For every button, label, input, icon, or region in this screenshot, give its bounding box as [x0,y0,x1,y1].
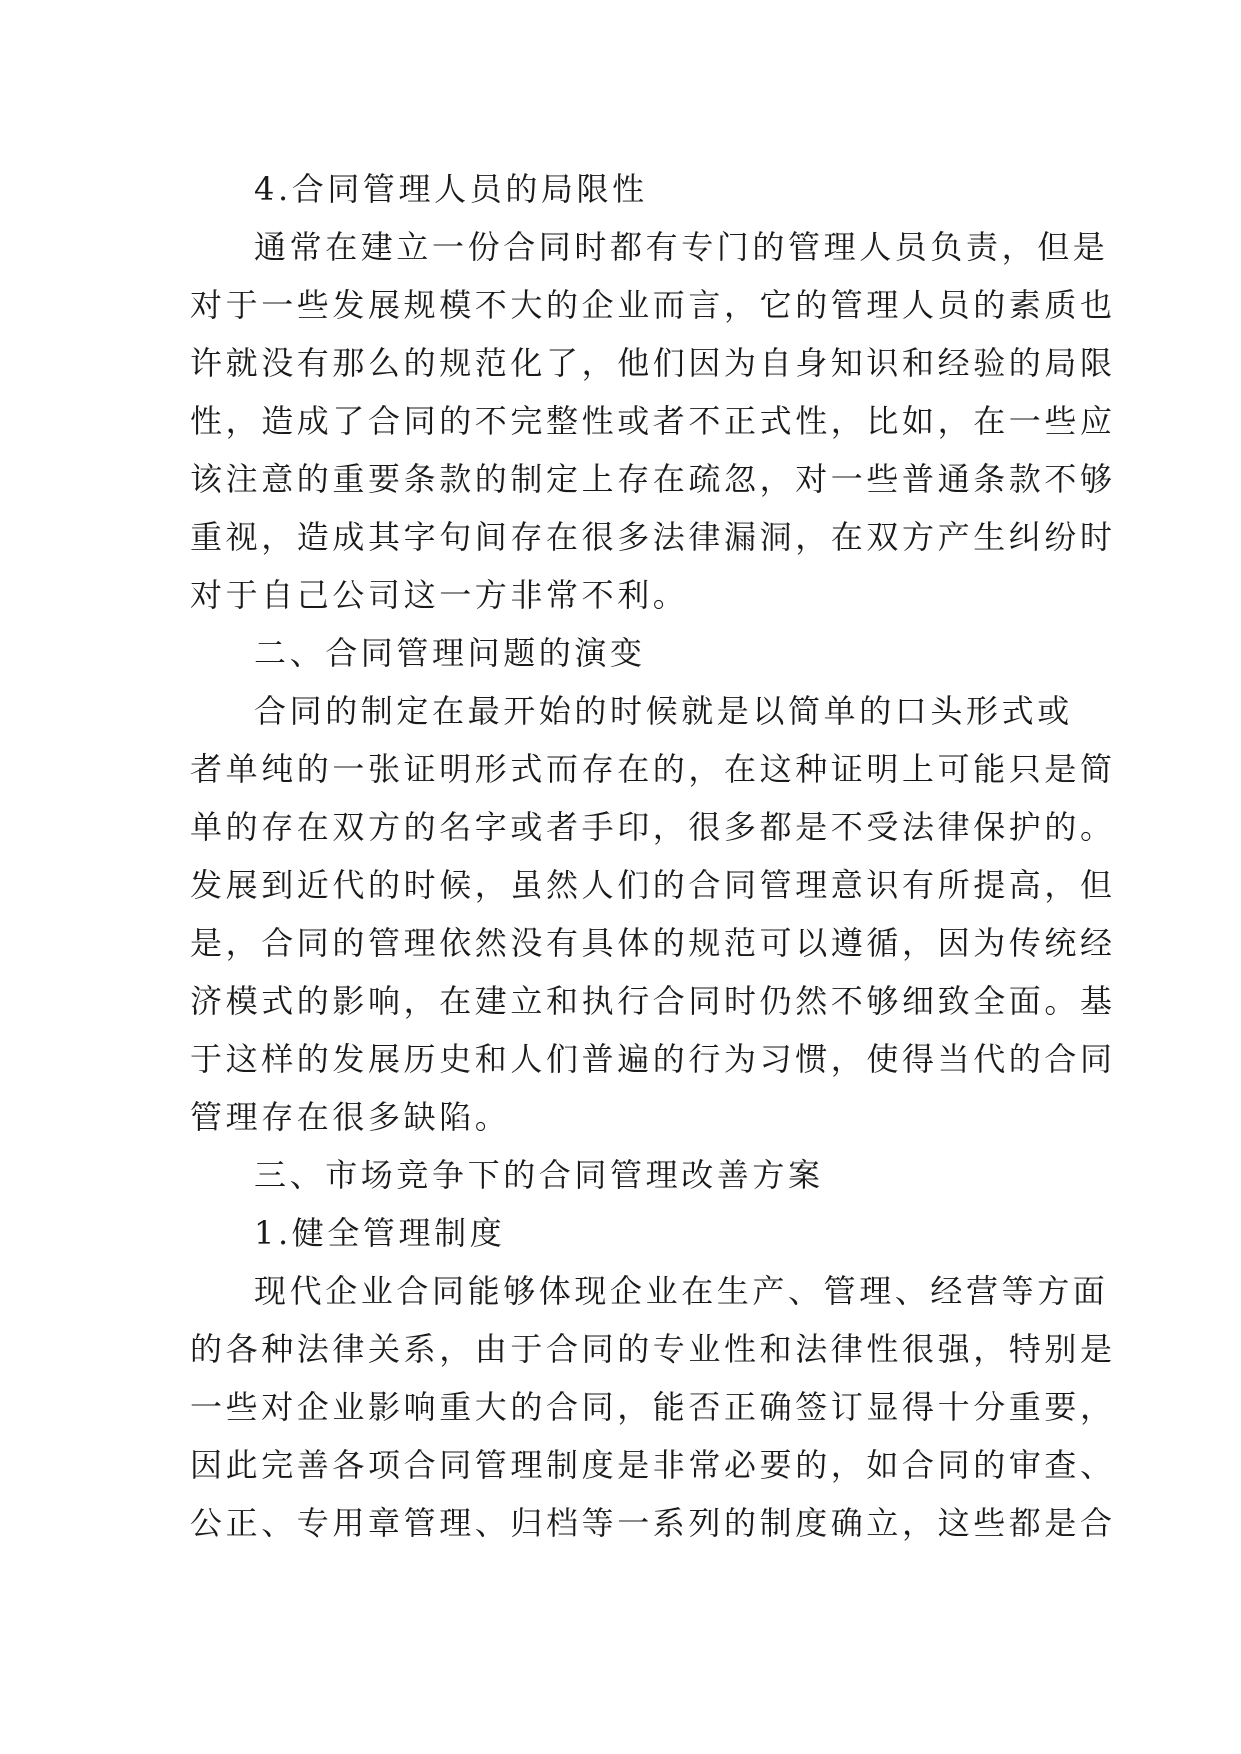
text-line: 对于一些发展规模不大的企业而言，它的管理人员的素质也 [190,286,1116,324]
text-line: 1.健全管理制度 [254,1214,506,1252]
text-line: 4.合同管理人员的局限性 [254,170,648,208]
text-line: 该注意的重要条款的制定上存在疏忽，对一些普通条款不够 [190,460,1116,498]
section-heading [190,160,1050,218]
text-line: 济模式的影响，在建立和执行合同时仍然不够细致全面。基 [190,982,1116,1020]
text-line: 通常在建立一份合同时都有专门的管理人员负责，但是 [254,228,1109,266]
text-line: 二、合同管理问题的演变 [254,634,646,672]
text-line: 公正、专用章管理、归档等一系列的制度确立，这些都是合 [190,1504,1116,1542]
body-paragraph [190,682,1116,1146]
text-line: 的各种法律关系，由于合同的专业性和法律性很强，特别是 [190,1330,1116,1368]
body-paragraph [190,1262,1116,1552]
section-heading [190,624,1050,682]
text-line: 三、市场竞争下的合同管理改善方案 [254,1156,824,1194]
body-paragraph [190,218,1116,624]
subsection-heading [190,1204,1050,1262]
section-heading [190,1146,1050,1204]
text-line: 许就没有那么的规范化了，他们因为自身知识和经验的局限 [190,344,1116,382]
text-line: 合同的制定在最开始的时候就是以简单的口头形式或 [254,692,1073,730]
text-line: 对于自己公司这一方非常不利。 [190,576,689,614]
text-line: 于这样的发展历史和人们普遍的行为习惯，使得当代的合同 [190,1040,1116,1078]
text-line: 现代企业合同能够体现企业在生产、管理、经营等方面 [254,1272,1109,1310]
document-body [190,160,1116,1552]
text-line: 单的存在双方的名字或者手印，很多都是不受法律保护的。 [190,808,1116,846]
text-line: 性，造成了合同的不完整性或者不正式性，比如，在一些应 [190,402,1116,440]
text-line: 因此完善各项合同管理制度是非常必要的，如合同的审查、 [190,1446,1116,1484]
text-line: 发展到近代的时候，虽然人们的合同管理意识有所提高，但 [190,866,1116,904]
text-line: 管理存在很多缺陷。 [190,1098,511,1136]
text-line: 一些对企业影响重大的合同，能否正确签订显得十分重要， [190,1388,1116,1426]
text-line: 重视，造成其字句间存在很多法律漏洞，在双方产生纠纷时 [190,518,1116,556]
text-line: 者单纯的一张证明形式而存在的，在这种证明上可能只是简 [190,750,1116,788]
text-line: 是，合同的管理依然没有具体的规范可以遵循，因为传统经 [190,924,1116,962]
